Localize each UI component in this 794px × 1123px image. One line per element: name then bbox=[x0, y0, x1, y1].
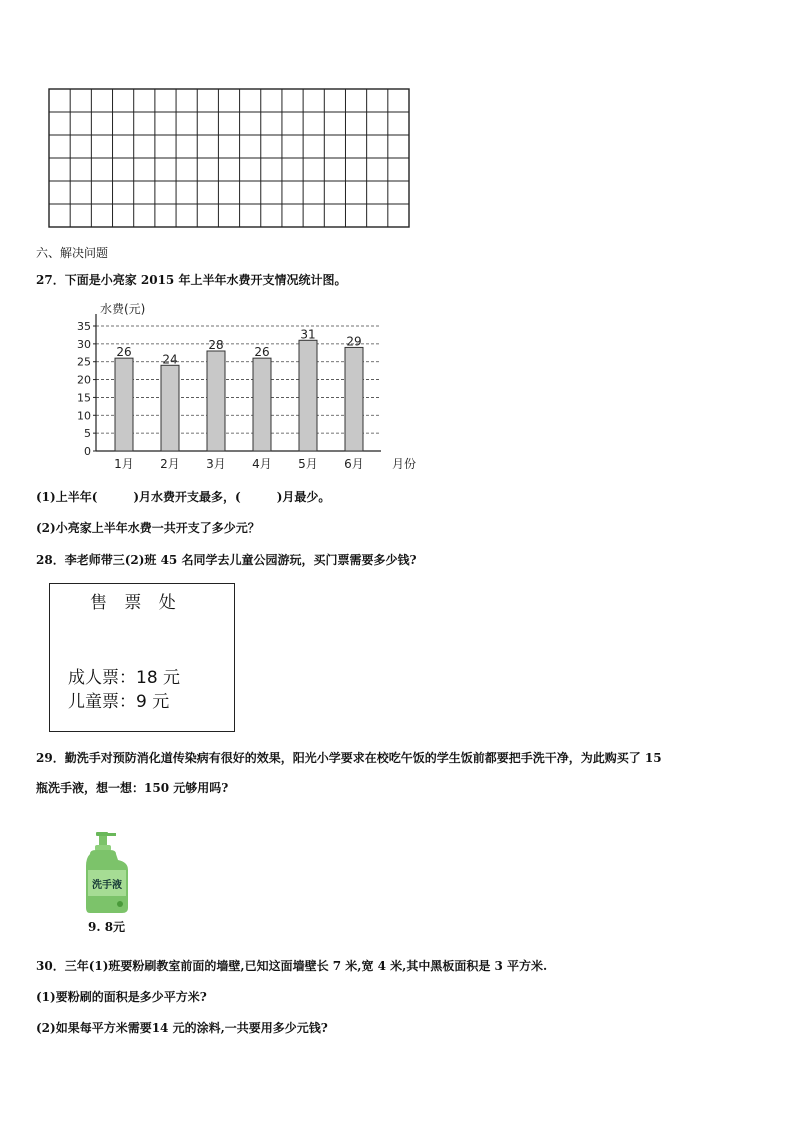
y-tick-label: 15 bbox=[77, 391, 91, 405]
y-tick-label: 20 bbox=[77, 373, 91, 387]
hand-soap-bottle-icon bbox=[82, 830, 134, 914]
bar-value-label: 26 bbox=[116, 345, 132, 360]
question-30: 30．三年(1)班要粉刷教室前面的墙壁,已知这面墙壁长 7 米,宽 4 米,其中黑板面积是 3 平方米. bbox=[36, 959, 548, 973]
question-27: 27．下面是小亮家 2015 年上半年水费开支情况统计图。 bbox=[36, 273, 347, 287]
bar-4 bbox=[253, 358, 271, 451]
question-27-part-2: (2)小亮家上半年水费一共开支了多少元？ bbox=[36, 521, 260, 535]
y-tick-label: 25 bbox=[77, 355, 91, 369]
answer-grid bbox=[48, 88, 410, 228]
x-tick-label: 1月 bbox=[114, 457, 134, 471]
ticket-office-title: 售 票 处 bbox=[90, 593, 182, 613]
y-tick-label: 5 bbox=[84, 427, 91, 441]
section-heading: 六、解决问题 bbox=[36, 246, 109, 260]
water-fee-bar-chart bbox=[72, 293, 417, 473]
question-27-part-1: (1)上半年( )月水费开支最多，( )月最少。 bbox=[36, 490, 331, 504]
y-tick-label: 35 bbox=[77, 320, 91, 333]
question-29-line-1: 29．勤洗手对预防消化道传染病有很好的效果，阳光小学要求在校吃午饭的学生饭前都要把手洗干净，为此购买了 15 bbox=[36, 751, 662, 765]
bar-value-label: 29 bbox=[346, 334, 362, 349]
bar-3 bbox=[207, 351, 225, 451]
x-tick-label: 2月 bbox=[160, 457, 180, 471]
bottle-price: 9. 8元 bbox=[88, 920, 126, 934]
hand-soap-bottle-illustration bbox=[82, 830, 134, 914]
ticket-office-sign bbox=[49, 583, 235, 732]
x-tick-label: 5月 bbox=[298, 457, 318, 471]
bar-value-label: 28 bbox=[208, 338, 224, 352]
x-axis-title: 月份 bbox=[391, 457, 417, 471]
y-tick-label: 0 bbox=[84, 445, 91, 458]
bar-6 bbox=[345, 347, 363, 451]
bar-5 bbox=[299, 340, 317, 451]
bar-value-label: 31 bbox=[300, 327, 316, 342]
bar-2 bbox=[161, 365, 179, 451]
chart-canvas bbox=[72, 293, 417, 473]
child-ticket-price: 儿童票：9 元 bbox=[68, 692, 170, 712]
question-30-part-1: (1)要粉刷的面积是多少平方米? bbox=[36, 990, 207, 1004]
adult-ticket-price: 成人票：18 元 bbox=[68, 668, 181, 688]
bar-value-label: 24 bbox=[162, 352, 178, 367]
y-axis-title: 水费(元) bbox=[100, 302, 146, 316]
bottle-label: 洗手液 bbox=[92, 880, 122, 891]
question-30-part-2: (2)如果每平方米需要14 元的涂料,一共要用多少元钱? bbox=[36, 1021, 328, 1035]
question-29-line-2: 瓶洗手液，想一想：150 元够用吗? bbox=[36, 781, 229, 795]
y-tick-label: 10 bbox=[77, 409, 91, 423]
y-tick-label: 30 bbox=[77, 337, 91, 351]
question-28: 28．李老师带三(2)班 45 名同学去儿童公园游玩，买门票需要多少钱? bbox=[36, 553, 417, 567]
answer-grid-lines bbox=[48, 88, 410, 228]
x-tick-label: 4月 bbox=[252, 457, 272, 471]
bar-value-label: 26 bbox=[254, 345, 270, 360]
x-tick-label: 6月 bbox=[344, 457, 364, 471]
x-tick-label: 3月 bbox=[206, 457, 226, 471]
bar-1 bbox=[115, 358, 133, 451]
